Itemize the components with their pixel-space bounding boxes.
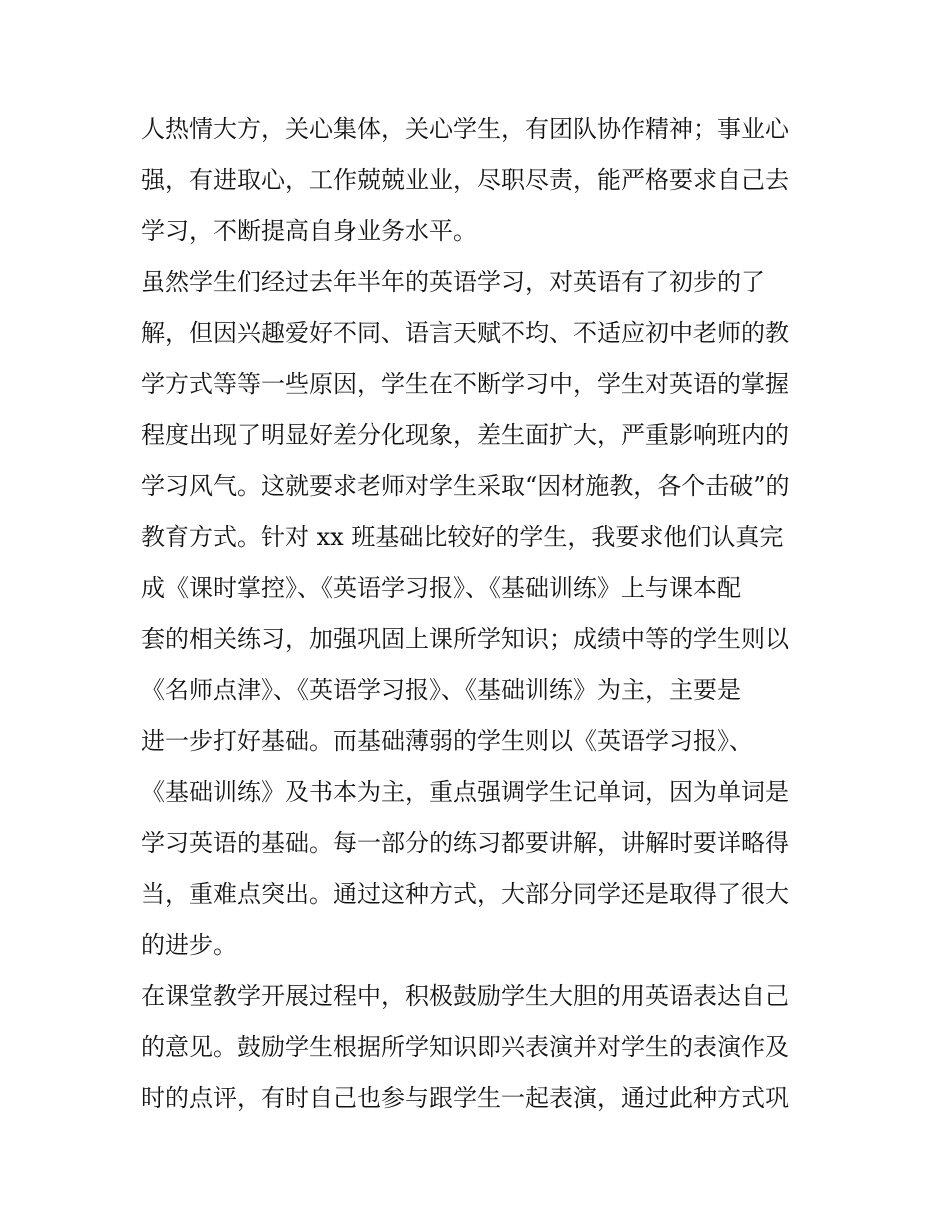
text-line: 时的点评，有时自己也参与跟学生一起表演，通过此种方式巩 <box>141 1084 789 1112</box>
text-line: 进一步打好基础。而基础薄弱的学生则以《英语学习报》、 <box>141 727 753 755</box>
text-line: 强，有进取心，工作兢兢业业，尽职尽责，能严格要求自己去 <box>141 166 789 194</box>
text-line: 学习英语的基础。每一部分的练习都要讲解，讲解时要详略得 <box>141 829 789 857</box>
document-body <box>141 104 811 1124</box>
text-line: 学方式等等一些原因，学生在不断学习中，学生对英语的掌握 <box>141 370 789 398</box>
text-line: 人热情大方，关心集体，关心学生，有团队协作精神；事业心 <box>141 115 789 143</box>
text-line: 套的相关练习，加强巩固上课所学知识；成绩中等的学生则以 <box>141 625 789 653</box>
text-line: 的进步。 <box>141 931 237 959</box>
text-line: 《名师点津》、《英语学习报》、《基础训练》为主，主要是 <box>141 676 741 704</box>
text-line: 学习风气。这就要求老师对学生采取“因材施教，各个击破”的 <box>141 472 790 500</box>
text-line: 虽然学生们经过去年半年的英语学习，对英语有了初步的了 <box>141 268 765 296</box>
text-line: 当，重难点突出。通过这种方式，大部分同学还是取得了很大 <box>141 880 789 908</box>
text-line: 程度出现了明显好差分化现象，差生面扩大，严重影响班内的 <box>141 421 789 449</box>
text-line: 在课堂教学开展过程中，积极鼓励学生大胆的用英语表达自己 <box>141 982 789 1010</box>
text-line: 解，但因兴趣爱好不同、语言天赋不均、不适应初中老师的教 <box>141 319 789 347</box>
text-line: 的意见。鼓励学生根据所学知识即兴表演并对学生的表演作及 <box>141 1033 789 1061</box>
text-line: 成《课时掌控》、《英语学习报》、《基础训练》上与课本配 <box>141 574 741 602</box>
text-line: 《基础训练》及书本为主，重点强调学生记单词，因为单词是 <box>141 778 789 806</box>
text-line: 教育方式。针对 xx 班基础比较好的学生，我要求他们认真完 <box>141 523 784 551</box>
text-line: 学习，不断提高自身业务水平。 <box>141 217 477 245</box>
